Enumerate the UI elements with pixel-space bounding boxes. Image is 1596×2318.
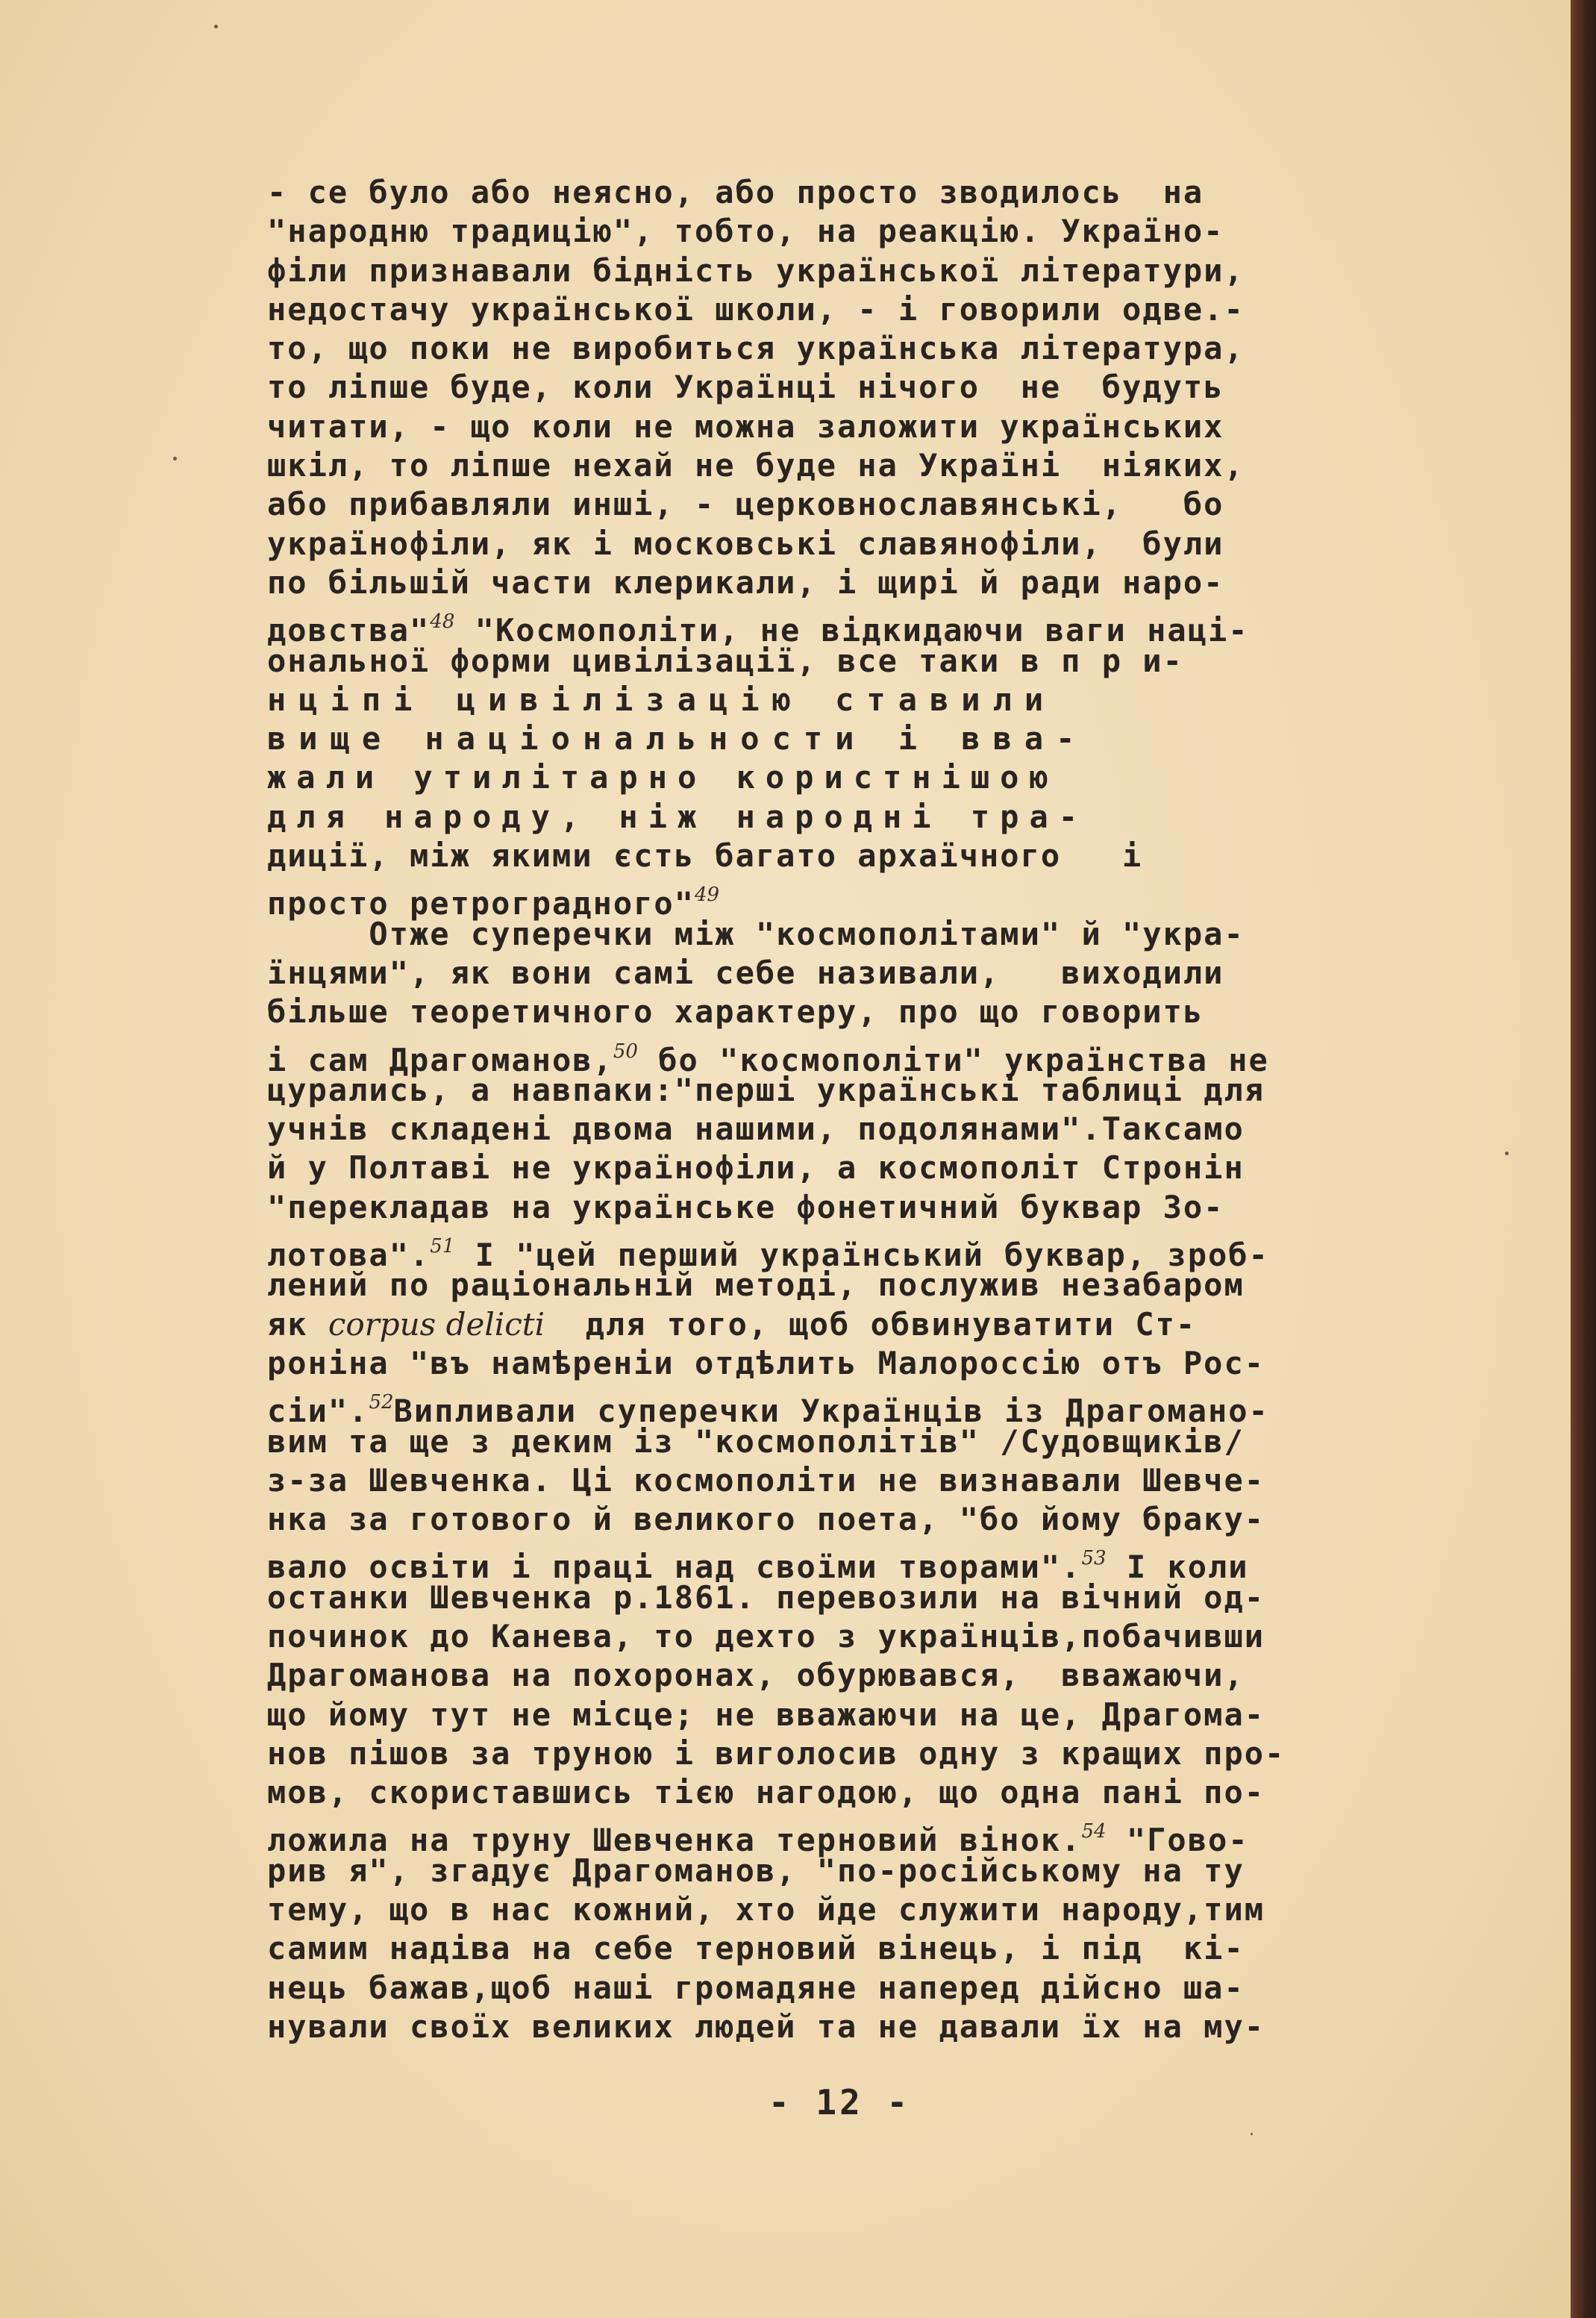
line-text: їнцями", як вони самі себе називали, виходили	[267, 954, 1224, 991]
text-line	[267, 1188, 1491, 1227]
line-text: вим та ще з деким із "космополітів" /Судовщиків/	[267, 1422, 1245, 1460]
line-text: довства"	[267, 612, 431, 649]
line-text: мов, скориставшись тією нагодою, що одна пані по-	[267, 1774, 1265, 1811]
text-line	[267, 1383, 1491, 1430]
line-text: нціпі цивілізацію ставили	[267, 681, 1057, 718]
line-text: для народу, ніж народні тра-	[267, 798, 1089, 835]
line-text: по більшій части клерикали, і щирі й ради наро-	[267, 563, 1224, 601]
text-line	[267, 798, 1491, 837]
line-text: останки Шевченка р.1861. перевозили на вічний од-	[267, 1578, 1265, 1616]
text-line	[267, 1227, 1491, 1274]
line-text: або прибавляли инші, - церковнославянські, бо	[267, 486, 1224, 523]
footnote-marker: 52	[369, 1391, 394, 1414]
typewritten-text	[267, 173, 1491, 2046]
line-text: філи признавали бідність української літератури,	[267, 252, 1245, 289]
text-line	[267, 954, 1491, 993]
text-line	[267, 1422, 1491, 1461]
text-line	[267, 446, 1491, 485]
text-line	[267, 993, 1491, 1031]
footnote-marker: 53	[1081, 1547, 1107, 1570]
line-text: нець бажав,щоб наші громадяне наперед дійсно ша-	[267, 1969, 1245, 2006]
line-text: то, що поки не виробиться українська література,	[267, 330, 1245, 367]
line-text: диції, між якими єсть багато архаїчного і	[267, 837, 1143, 875]
footnote-marker: 50	[613, 1040, 638, 1063]
text-line	[267, 1539, 1491, 1586]
text-line	[267, 837, 1491, 875]
footnote-marker: 49	[695, 884, 720, 907]
text-line	[267, 1266, 1491, 1305]
line-text: самим надіва на себе терновий вінець, і під кі-	[267, 1930, 1245, 1967]
footnote-marker: 54	[1081, 1820, 1107, 1843]
line-text: просто ретроградного"	[267, 885, 695, 922]
line-text-continued: "Космополіти, не відкидаючи ваги наці-	[454, 612, 1249, 649]
text-line	[267, 1617, 1491, 1656]
text-line	[267, 368, 1491, 407]
text-line	[267, 407, 1491, 446]
text-line	[267, 212, 1491, 251]
line-text: недостачу української школи, - і говорили одве.-	[267, 290, 1245, 328]
line-text: й у Полтаві не українофіли, а космополіт Стронін	[267, 1149, 1245, 1187]
line-text: з-за Шевченка. Ці космополіти не визнавали Шевче-	[267, 1461, 1265, 1499]
line-text: ложила на труну Шевченка терновий вінок.	[267, 1822, 1082, 1859]
text-line	[267, 1071, 1491, 1110]
line-text: лений по раціональній методі, послужив незабаром	[267, 1266, 1245, 1304]
line-text-continued: "Гово-	[1106, 1822, 1249, 1859]
line-text: що йому тут не місце; не вважаючи на це, Драгома-	[267, 1696, 1265, 1733]
text-line	[267, 290, 1491, 329]
text-line	[267, 329, 1491, 368]
line-text: шкіл, то ліпше нехай не буде на Україні ніяких,	[267, 447, 1245, 484]
text-line	[267, 1344, 1491, 1383]
text-line	[267, 1032, 1491, 1078]
text-line	[267, 1461, 1491, 1500]
speck	[1505, 1152, 1509, 1155]
text-line	[267, 719, 1491, 758]
text-line	[267, 1890, 1491, 1929]
line-text: нували своїх великих людей та не давали їх на му-	[267, 2008, 1265, 2045]
text-line	[267, 681, 1491, 719]
footnote-marker: 51	[430, 1235, 455, 1258]
line-text: і сам Драгоманов,	[267, 1041, 613, 1078]
page-number: - 12 -	[769, 2082, 911, 2122]
line-text: "перекладав на українське фонетичний буквар Зо-	[267, 1188, 1224, 1225]
line-text: нка за готового й великого поета, "бо йому браку-	[267, 1501, 1265, 1538]
text-line	[267, 1578, 1491, 1617]
text-line	[267, 525, 1491, 563]
line-text: жали утилітарно користнішою	[267, 759, 1059, 796]
line-text-continued: І "цей перший український буквар, зроб-	[454, 1237, 1269, 1274]
text-line	[267, 1929, 1491, 1968]
text-line	[267, 915, 1491, 954]
line-text: українофіли, як і московські славянофіли, були	[267, 525, 1224, 562]
line-text: нов пішов за труною і виголосив одну з кращих про-	[267, 1734, 1286, 1772]
line-text: "народню традицію", тобто, на реакцію. Українo-	[267, 213, 1224, 250]
text-line	[267, 1500, 1491, 1539]
text-line	[267, 1773, 1491, 1812]
latin-phrase: corpus delicti	[328, 1305, 545, 1343]
text-line	[267, 252, 1491, 290]
text-line	[267, 173, 1491, 212]
text-line	[267, 1969, 1491, 2008]
line-text: вало освіти і праці над своїми творами".	[267, 1549, 1082, 1586]
line-text: то ліпше буде, коли Українці нічого не будуть	[267, 369, 1224, 406]
text-line	[267, 1656, 1491, 1695]
line-text: читати, - що коли не можна заложити українських	[267, 407, 1224, 445]
line-text-continued: для того, щоб обвинуватити Ст-	[545, 1305, 1197, 1343]
line-text-continued: І коли	[1106, 1549, 1249, 1586]
text-line	[267, 1734, 1491, 1773]
line-text: тему, що в нас кожний, хто йде служити народу,тим	[267, 1891, 1265, 1928]
text-line	[267, 602, 1491, 649]
text-line	[267, 875, 1491, 922]
line-text: лотова".	[267, 1237, 431, 1274]
text-line	[267, 1696, 1491, 1734]
text-line	[267, 1852, 1491, 1890]
line-text: Отже суперечки між "космополітами" й "укра-	[267, 915, 1245, 952]
footnote-marker: 48	[430, 610, 455, 634]
line-text: цурались, а навпаки:"перші українські таблиці для	[267, 1071, 1265, 1108]
text-line	[267, 1812, 1491, 1859]
line-text: вище національности і вва-	[267, 720, 1088, 757]
text-line	[267, 1305, 1491, 1344]
book-spine	[1571, 0, 1596, 2318]
line-text: більше теоретичного характеру, про що говорить	[267, 993, 1204, 1031]
speck	[1251, 2133, 1253, 2135]
line-text-continued: бо "космополіти" українства не	[637, 1041, 1269, 1078]
line-text: сіи".	[267, 1393, 369, 1430]
line-text: ональної форми цивілізації, все таки в п р и-	[267, 642, 1183, 679]
line-text: Драгоманова на похоронах, обурювався, вважаючи,	[267, 1657, 1245, 1694]
text-line	[267, 2008, 1491, 2046]
text-line	[267, 563, 1491, 602]
speck	[214, 25, 218, 28]
text-line	[267, 642, 1491, 681]
text-line	[267, 1110, 1491, 1149]
line-text: рив я", згадує Драгоманов, "по-російському на ту	[267, 1852, 1245, 1889]
line-text: починок до Канева, то дехто з українців,побачивши	[267, 1617, 1265, 1655]
text-line	[267, 758, 1491, 797]
line-text: роніна "въ намѣреніи отдѣлить Малороссію отъ Рос-	[267, 1344, 1265, 1381]
line-text-continued: Випливали суперечки Українців із Драгомано-	[393, 1393, 1269, 1430]
line-text: - се було або неясно, або просто зводилось на	[267, 174, 1204, 210]
line-text: як	[267, 1305, 328, 1343]
text-line	[267, 485, 1491, 524]
line-text: учнів складені двома нашими, подолянами".Таксамо	[267, 1110, 1245, 1148]
speck	[173, 457, 177, 460]
text-line	[267, 1149, 1491, 1187]
